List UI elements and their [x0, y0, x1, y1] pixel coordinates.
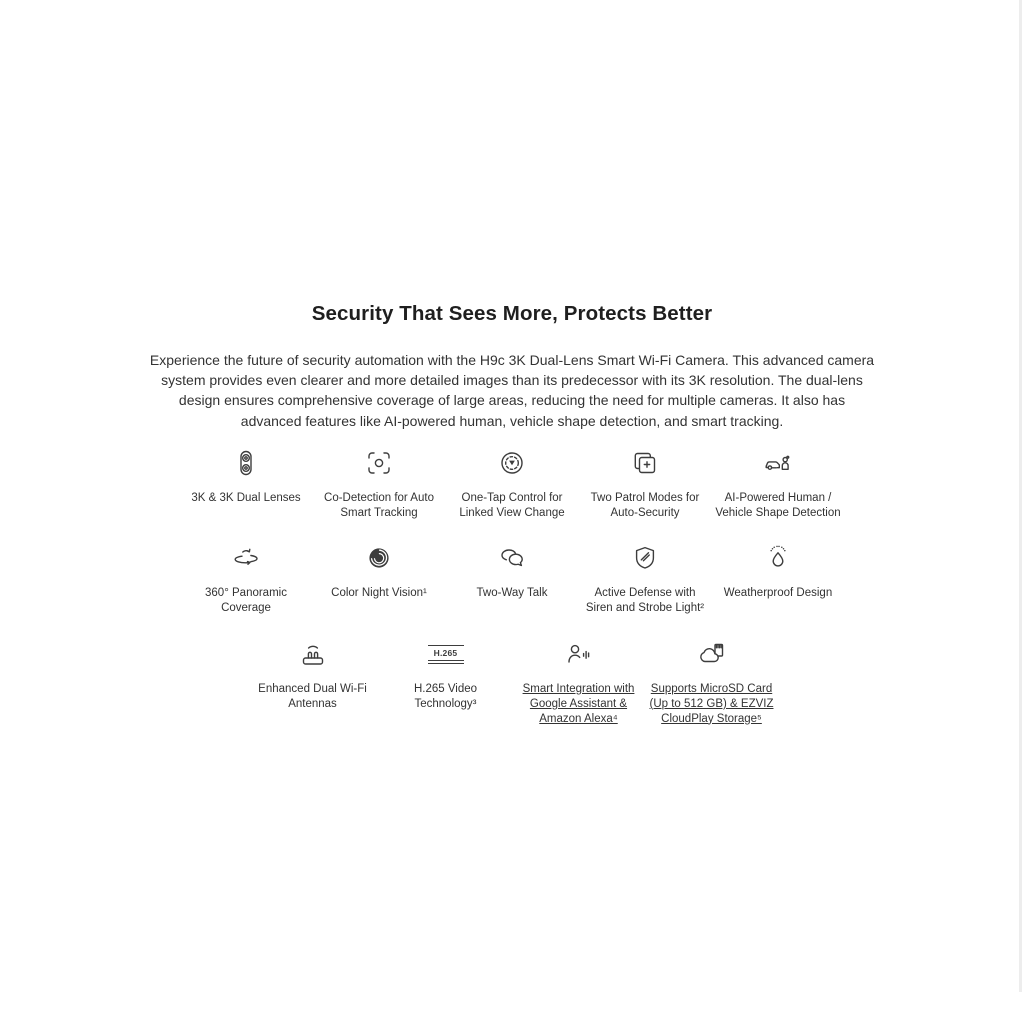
feature-color-night-vision — [313, 542, 446, 601]
feature-h265 — [379, 638, 512, 712]
pan-rotate-icon — [180, 542, 313, 574]
feature-label: Enhanced Dual Wi-Fi Antennas — [258, 683, 367, 710]
h265-badge-text: H.265 — [433, 647, 458, 658]
feature-label: 3K & 3K Dual Lenses — [191, 491, 301, 504]
cloud-sd-card-icon — [645, 638, 778, 670]
page-description: Experience the future of security automation with the H9c 3K Dual-Lens Smart Wi-Fi Camera. This advanced camera system provides even clearer and more detailed images than its predecessor with its 3K resolution. The dual-lens design ensures comprehensive coverage of large areas, reducing the need for multiple cameras. It also has advanced features like AI-powered human, vehicle shape detection, and smart tracking. — [149, 352, 875, 429]
human-vehicle-icon — [712, 447, 845, 479]
feature-weatherproof — [712, 542, 845, 601]
feature-label: 360° Panoramic Coverage — [205, 587, 287, 615]
feature-label: Two-Way Talk — [476, 587, 548, 600]
feature-label-link[interactable]: Smart Integration with Google Assistant & Amazon Alexa⁴ — [522, 683, 635, 725]
feature-row-3 — [0, 638, 1024, 726]
scrollbar-track[interactable] — [1019, 0, 1022, 992]
h265-badge-icon — [379, 638, 512, 670]
feature-label: AI-Powered Human / Vehicle Shape Detection — [715, 491, 841, 519]
feature-label: Co-Detection for Auto Smart Tracking — [324, 491, 434, 519]
feature-patrol-modes — [579, 447, 712, 521]
page-title: Security That Sees More, Protects Better — [311, 302, 713, 325]
water-drop-icon — [712, 542, 845, 574]
feature-two-way-talk — [446, 542, 579, 601]
feature-grid — [0, 447, 1024, 727]
feature-label: Weatherproof Design — [723, 587, 833, 600]
feature-dual-lenses — [180, 447, 313, 506]
dual-lens-icon — [180, 447, 313, 479]
feature-co-detection — [313, 447, 446, 521]
shield-icon — [579, 542, 712, 574]
feature-row-1 — [0, 447, 1024, 521]
voice-assistant-icon — [512, 638, 645, 670]
patrol-modes-icon — [579, 447, 712, 479]
feature-label-link[interactable]: Supports MicroSD Card (Up to 512 GB) & EZVIZ CloudPlay Storage⁵ — [649, 683, 774, 725]
feature-label: Active Defense with Siren and Strobe Light² — [585, 587, 705, 615]
night-vision-icon — [313, 542, 446, 574]
feature-shape-detection — [712, 447, 845, 521]
feature-storage — [645, 638, 778, 726]
focus-frame-icon — [313, 447, 446, 479]
feature-label: Two Patrol Modes for Auto-Security — [590, 491, 700, 519]
speech-bubbles-icon — [446, 542, 579, 574]
feature-panoramic-coverage — [180, 542, 313, 616]
feature-label: H.265 Video Technology³ — [413, 683, 478, 710]
feature-row-2 — [0, 542, 1024, 616]
feature-wifi-antennas — [246, 638, 379, 712]
feature-one-tap-control — [446, 447, 579, 521]
feature-active-defense — [579, 542, 712, 616]
feature-smart-integration — [512, 638, 645, 726]
feature-label: One-Tap Control for Linked View Change — [459, 491, 565, 519]
feature-label: Color Night Vision¹ — [331, 587, 427, 600]
one-tap-target-icon — [446, 447, 579, 479]
wifi-router-icon — [246, 638, 379, 670]
